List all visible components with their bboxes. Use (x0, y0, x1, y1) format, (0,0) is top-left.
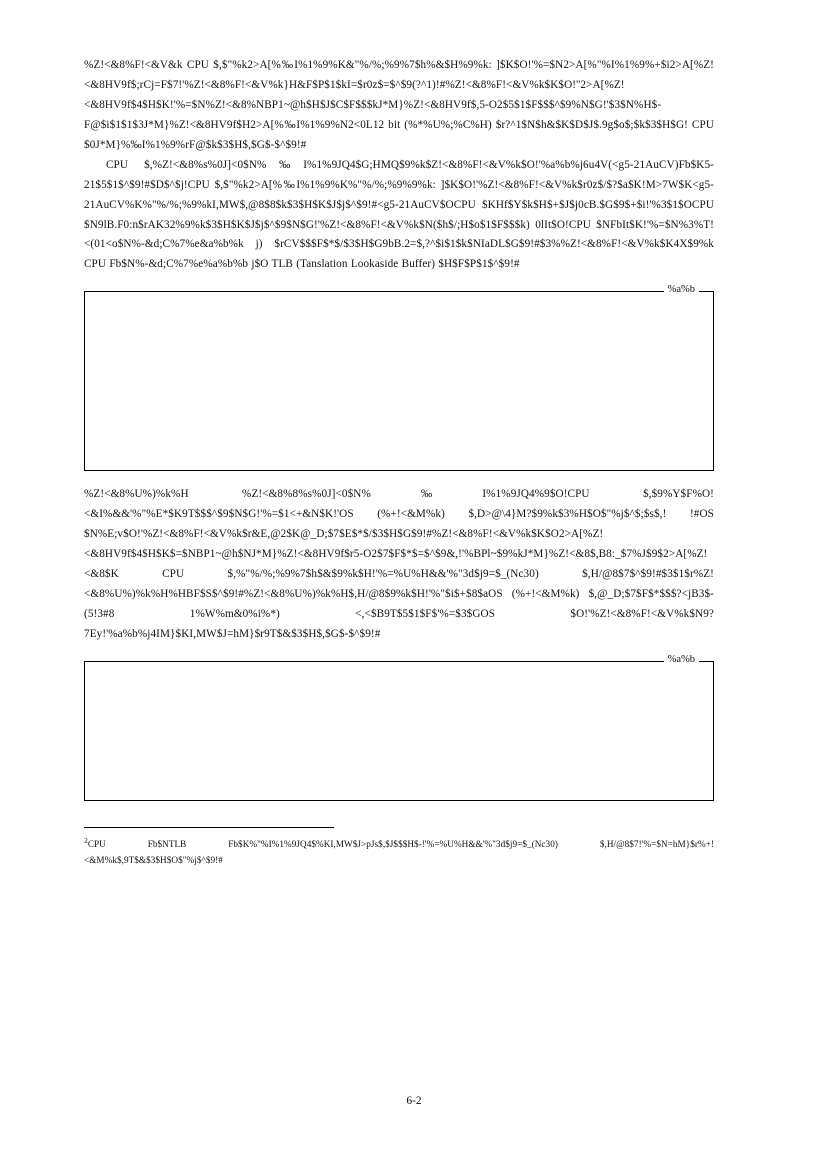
page-number: 6-2 (406, 1095, 422, 1107)
paragraph-3: %Z!<&8%U%)%k%H %Z!<&8%8%s%0J]<0$N%‰I%1%9JQ4%9$O!CPU $,$9%Y$F%O!<&I%&&'%"%E*$K9T$$$^$9$N$G!'%=$1<+&N$K!'OS (%+!<&M%k) $,D>@\4}M?$9%k$3%H$O$"%j$^$;$s$,! !#OS $N%E;v$O!'%Z!<&8%F!<&V%k$r&E,@2$K@_D;$7$E$*$/$3$H$G$9!#%Z!<&8%F!<&V%k$K$O2>A[%Z!<&8HV9f$4$H$K$=$NBP1~@h$NJ*M}%Z!<&8HV9f$r5-O2$7$F$*$=$^$9&,!'%BPl~$9%kJ*M}%Z!<&8$,B8:_$7%J$9$2>A[%Z!<&8$K CPU $,%"%/%;%9%7$h$&$9%k$H!'%=%U%H&&'%"3d$j9=$_(Nc30) $,H/@8$7$^$9!#$3$1$r%Z!<&8%U%)%k%H%HBF$S$^$9!#%Z!<&8%U%)%k%H$,H/@8$9%k$H!'%"$i$+$8$aOS (%+!<&M%k) $,@_D;$7$F$*$$$?<jB3$-(5!3#8 1%W%m&0%i%*) <,<$B9T$5$1$F$'%=$3$GOS $O!'%Z!<&8%F!<&V%k$N9?7Ey!'%a%b%j4IM}$KI,MW$J=hM}$r9T$&$3$H$,$G$-$^$9!# (84, 488, 714, 640)
spacer-after-figure-1 (84, 471, 714, 485)
figure-1 (84, 284, 714, 471)
figure-1-caption: %a%b (664, 285, 699, 296)
paragraph-1: %Z!<&8%F!<&V&k CPU $,$"%k2>A[%‰I%1%9%K&"%/%;%9%7$h%&$H%9%k: ]$K$O!'%=$N2>A[%"%I%1%9%+$i2>A[%Z!<&8HV9f$;rCj=F$7!'%Z!<&8%F!<&V%k}H&F$P$1$kI=$r0z$=$^$9(?^1)!#%Z!<&8%F!<&V%k$K$O!''2>A[%Z!<&8HV9f$4$H$K!'%=$N%Z!<&8%NBP1~@h$H$J$C$F$$$kJ*M}%Z!<&8HV9f$,5-O2$5$1$F$$$^$9%N$G!'$3$N%H$-F@$i$1$1$3J*M}%Z!<&8HV9f$H2>A[%‰I%1%9%N2<0L12 bit (%*%U%;%C%H) $r?^1$N$h&$K$D$J$.9g$o$;$k$3$H$G! CPU $0J*M}%‰I%1%9%rF@$k$3$H$,$G$-$^$9!# (84, 59, 714, 151)
spacer-before-footnote (84, 801, 714, 827)
footnote (84, 834, 714, 868)
footnote-separator (84, 827, 334, 828)
footnote-text: CPU Fb$NTLB Fb$K%"%I%1%9JQ4$%KI,MW$J>pJs$,$J$$$H$-!'%=%U%H&&'%"3d$j9=$_(Nc30) $,H/@8$7!'%=$N=hM}$r%+!<&M%k$,9T$&$3$H$O$"%j$^$9!# (84, 838, 714, 865)
paragraph-2: CPU $,%Z!<&8%s%0J]<0$N%‰I%1%9JQ4$G;HMQ$9%k$Z!<&8%F!<&V%k$O!'%a%b%j6u4V(<g5-21AuCV)Fb$K5-21$5$1$^$9!#$D$^$j!CPU $,$"%k2>A[%‰I%1%9%K%"%/%;%9%9%k: ]$K$O!'%Z!<&8%F!<&V%k$r0z$/$?$a$K!M>7W$K<g5-21AuCV%K%"%/%;%9%kI,MW$,@8$8$k$3$H$K$J$j$^$9!#<g5-21AuCV$OCPU $KHf$Y$k$H$+$J$j0cB.$G$9$+$i!'%3$1$OCPU $N9lB.F0:n$rAK32%9%k$3$H$K$J$j$^$9$N$G!'%Z!<&8%F!<&V%k$N($h$/;H$o$1$F$$$k) 0lIt$O!CPU $NFbIt$K!'%=$N%3%T!<(01<o$N%-&d;C%7%e&a%b%k j) $rCV$$$F$*$/$3$H$G9bB.2=$,?^$i$1$k$NIaDL$G$9!#$3%%Z!<&8%F!<&V%k$K4X$9%k CPU Fb$N%-&d;C%7%e%a%b%b j$O TLB (Tanslation Lookaside Buffer) $H$F$P$1$^$9!# (84, 158, 714, 271)
spacer-before-figure-2 (84, 645, 714, 661)
footnote-marker: 2 (84, 835, 88, 845)
page-content (84, 56, 714, 868)
figure-2 (84, 653, 714, 801)
figure-2-caption: %a%b (664, 655, 699, 666)
spacer-before-figure-1 (84, 275, 714, 291)
